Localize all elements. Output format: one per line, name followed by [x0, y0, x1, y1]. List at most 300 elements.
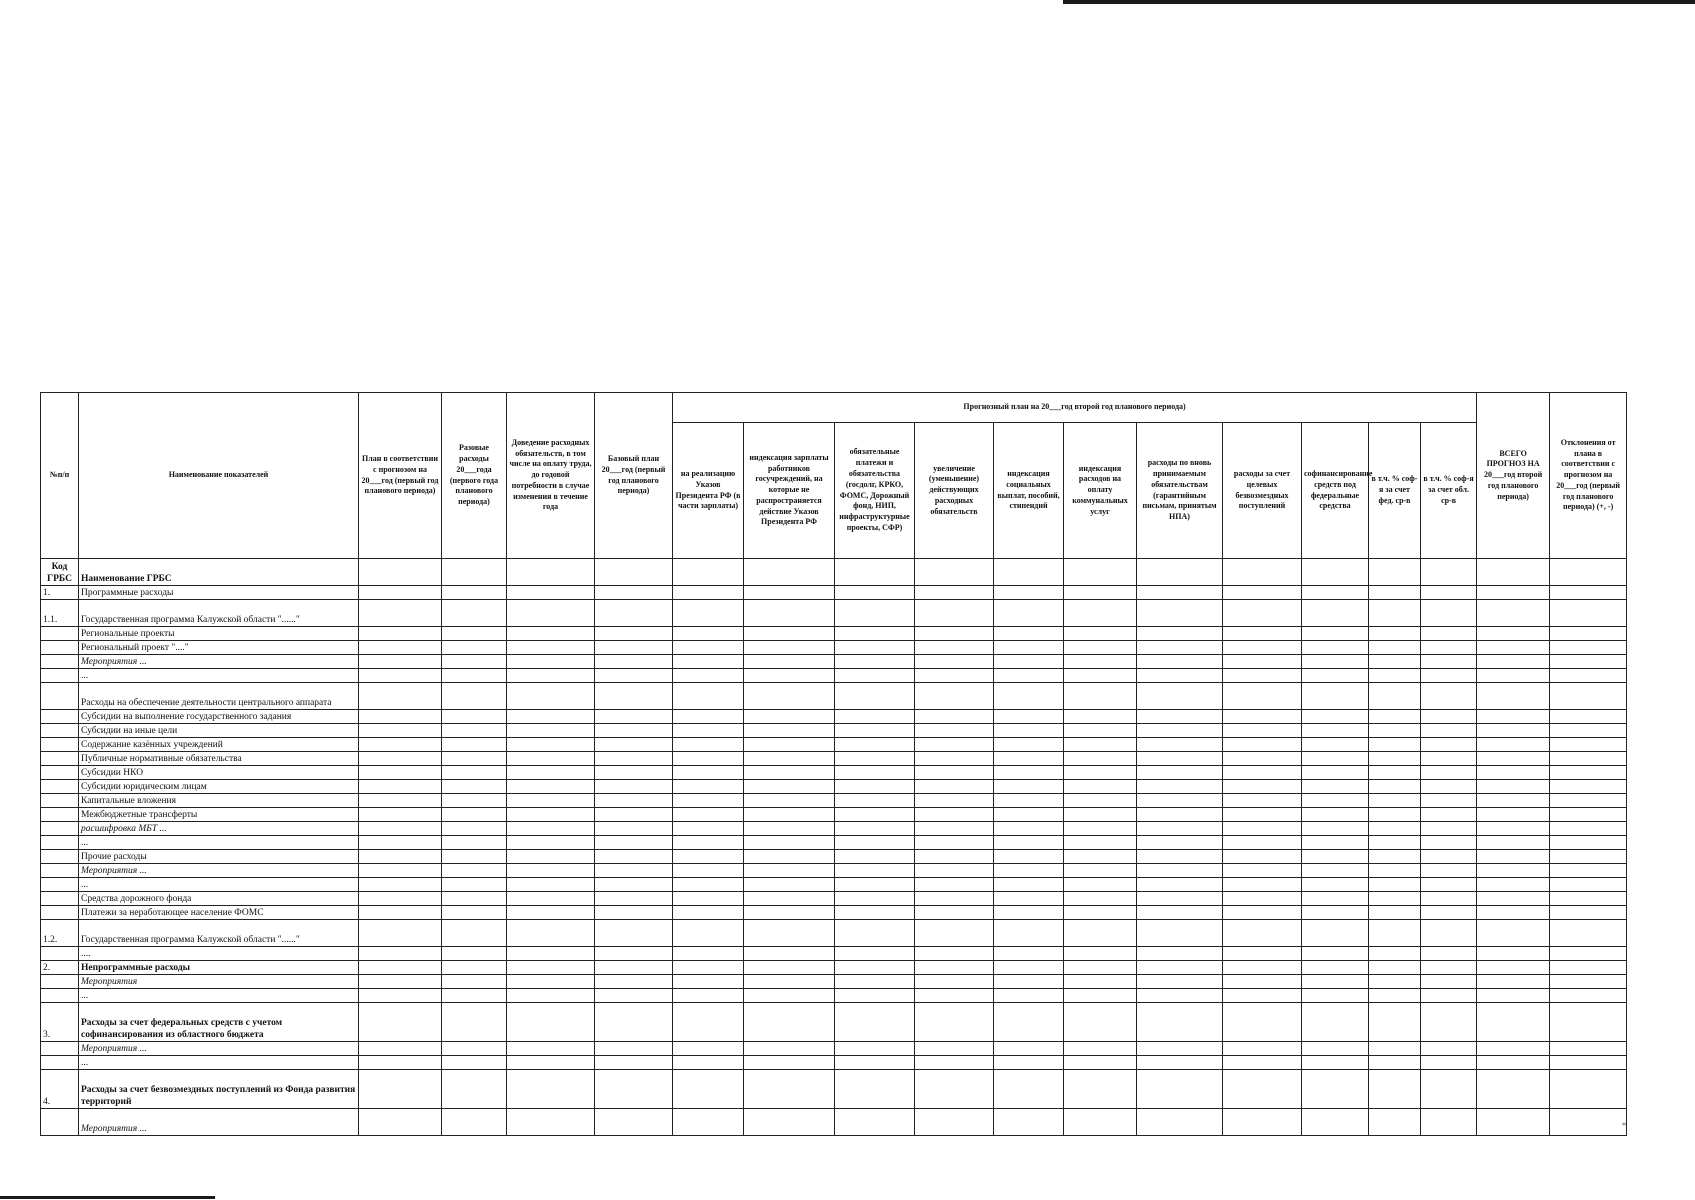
value-cell [835, 850, 915, 864]
value-cell [1137, 892, 1223, 906]
row-label: Платежи за неработающее население ФОМС [79, 906, 359, 920]
value-cell [835, 1070, 915, 1109]
value-cell [1064, 683, 1137, 710]
value-cell [1369, 989, 1421, 1003]
value-cell [994, 808, 1064, 822]
value-cell [1421, 766, 1477, 780]
value-cell [507, 975, 595, 989]
value-cell [744, 878, 835, 892]
value-cell [1477, 1070, 1550, 1109]
value-cell [994, 1056, 1064, 1070]
value-cell [1369, 1056, 1421, 1070]
value-cell [1421, 586, 1477, 600]
value-cell [994, 947, 1064, 961]
value-cell [673, 600, 744, 627]
row-label: .... [79, 947, 359, 961]
row-label: ... [79, 669, 359, 683]
table-row [41, 975, 1627, 989]
value-cell [1223, 892, 1302, 906]
grbs-code-label: Код ГРБС [41, 559, 79, 586]
table-row [41, 836, 1627, 850]
value-cell [1137, 794, 1223, 808]
value-cell [1550, 836, 1627, 850]
row-number [41, 627, 79, 641]
value-cell [673, 752, 744, 766]
value-cell [1477, 683, 1550, 710]
value-cell [507, 780, 595, 794]
value-cell [673, 1056, 744, 1070]
value-cell [673, 906, 744, 920]
value-cell [1369, 864, 1421, 878]
value-cell [595, 906, 673, 920]
value-cell [1421, 947, 1477, 961]
value-cell [1477, 989, 1550, 1003]
value-cell [1223, 627, 1302, 641]
value-cell [994, 878, 1064, 892]
value-cell [595, 989, 673, 1003]
top-rule [1063, 0, 1695, 4]
value-cell [507, 906, 595, 920]
value-cell [442, 836, 507, 850]
value-cell [1550, 808, 1627, 822]
row-number: 2. [41, 961, 79, 975]
row-label: Мероприятия ... [79, 655, 359, 669]
value-cell [1477, 947, 1550, 961]
value-cell [835, 1109, 915, 1136]
row-label: Субсидии НКО [79, 766, 359, 780]
row-number [41, 947, 79, 961]
value-cell [673, 892, 744, 906]
value-cell [1223, 1042, 1302, 1056]
value-cell [744, 975, 835, 989]
value-cell [835, 766, 915, 780]
value-cell [673, 1109, 744, 1136]
col-forecast-sub: расходы за счет целевых безвозмездных поступлений [1223, 423, 1302, 559]
value-cell [1064, 961, 1137, 975]
table-row [41, 961, 1627, 975]
value-cell [1550, 822, 1627, 836]
value-cell [1369, 822, 1421, 836]
table-row [41, 669, 1627, 683]
value-cell [1369, 669, 1421, 683]
value-cell [1550, 864, 1627, 878]
value-cell [1223, 989, 1302, 1003]
value-cell [1369, 724, 1421, 738]
value-cell [1421, 1109, 1477, 1136]
value-cell [835, 586, 915, 600]
row-number [41, 808, 79, 822]
value-cell [1477, 878, 1550, 892]
value-cell [1064, 1070, 1137, 1109]
row-label: Публичные нормативные обязательства [79, 752, 359, 766]
value-cell [915, 600, 994, 627]
value-cell [744, 627, 835, 641]
value-cell [1223, 586, 1302, 600]
value-cell [359, 780, 442, 794]
value-cell [994, 1003, 1064, 1042]
value-cell [507, 864, 595, 878]
grbs-name-label: Наименование ГРБС [79, 559, 359, 586]
value-cell [835, 892, 915, 906]
value-cell [1223, 975, 1302, 989]
value-cell [442, 669, 507, 683]
col-name: Наименование показателей [79, 393, 359, 559]
value-cell [744, 586, 835, 600]
value-cell [744, 683, 835, 710]
value-cell [744, 710, 835, 724]
value-cell [1137, 738, 1223, 752]
value-cell [359, 586, 442, 600]
table-row [41, 655, 1627, 669]
value-cell [1064, 766, 1137, 780]
value-cell [507, 600, 595, 627]
value-cell [1223, 766, 1302, 780]
value-cell [595, 878, 673, 892]
value-cell [507, 683, 595, 710]
row-number [41, 780, 79, 794]
value-cell [507, 627, 595, 641]
value-cell [1369, 794, 1421, 808]
value-cell [1369, 683, 1421, 710]
value-cell [1550, 641, 1627, 655]
value-cell [673, 586, 744, 600]
row-number [41, 669, 79, 683]
value-cell [1302, 1003, 1369, 1042]
value-cell [595, 1056, 673, 1070]
col-plan: План в соответствии с прогнозом на 20___год (первый год планового периода) [359, 393, 442, 559]
value-cell [994, 1070, 1064, 1109]
row-number [41, 878, 79, 892]
row-number [41, 1056, 79, 1070]
value-cell [673, 683, 744, 710]
value-cell [744, 641, 835, 655]
value-cell [744, 794, 835, 808]
row-label: ... [79, 878, 359, 892]
value-cell [1550, 683, 1627, 710]
value-cell [1421, 836, 1477, 850]
value-cell [1223, 906, 1302, 920]
value-cell [595, 850, 673, 864]
value-cell [1550, 669, 1627, 683]
value-cell [1064, 878, 1137, 892]
value-cell [1223, 738, 1302, 752]
value-cell [595, 586, 673, 600]
value-cell [359, 989, 442, 1003]
value-cell [1421, 975, 1477, 989]
value-cell [744, 1056, 835, 1070]
table-row [41, 766, 1627, 780]
value-cell [1550, 794, 1627, 808]
value-cell [915, 1109, 994, 1136]
value-cell [1302, 1070, 1369, 1109]
value-cell [994, 920, 1064, 947]
value-cell [1064, 822, 1137, 836]
row-label: Средства дорожного фонда [79, 892, 359, 906]
row-number [41, 710, 79, 724]
value-cell [1421, 878, 1477, 892]
row-label: Непрограммные расходы [79, 961, 359, 975]
value-cell [359, 850, 442, 864]
value-cell [744, 836, 835, 850]
row-label: Государственная программа Калужской области "......" [79, 920, 359, 947]
value-cell [507, 850, 595, 864]
value-cell [1550, 1056, 1627, 1070]
value-cell [1223, 808, 1302, 822]
value-cell [359, 752, 442, 766]
value-cell [1477, 1056, 1550, 1070]
value-cell [744, 906, 835, 920]
value-cell [1550, 1109, 1627, 1136]
value-cell [744, 724, 835, 738]
row-label: Мероприятия ... [79, 1109, 359, 1136]
value-cell [1223, 961, 1302, 975]
value-cell [507, 836, 595, 850]
value-cell [1369, 920, 1421, 947]
value-cell [442, 766, 507, 780]
value-cell [1223, 1109, 1302, 1136]
value-cell [1302, 864, 1369, 878]
value-cell [1223, 864, 1302, 878]
value-cell [673, 780, 744, 794]
col-forecast-sub: увеличение (уменьшение) действующих расходных обязательств [915, 423, 994, 559]
value-cell [994, 683, 1064, 710]
value-cell [1477, 655, 1550, 669]
value-cell [442, 822, 507, 836]
value-cell [673, 947, 744, 961]
value-cell [744, 892, 835, 906]
value-cell [1550, 586, 1627, 600]
value-cell [595, 920, 673, 947]
value-cell [1064, 724, 1137, 738]
value-cell [1302, 989, 1369, 1003]
row-number: 4. [41, 1070, 79, 1109]
value-cell [673, 975, 744, 989]
value-cell [1421, 600, 1477, 627]
value-cell [442, 738, 507, 752]
value-cell [359, 1042, 442, 1056]
value-cell [915, 1003, 994, 1042]
value-cell [1421, 669, 1477, 683]
value-cell [835, 780, 915, 794]
value-cell [1421, 780, 1477, 794]
value-cell [1064, 989, 1137, 1003]
value-cell [1302, 780, 1369, 794]
value-cell [915, 794, 994, 808]
value-cell [673, 710, 744, 724]
value-cell [507, 669, 595, 683]
value-cell [1302, 975, 1369, 989]
row-number [41, 641, 79, 655]
value-cell [1137, 1042, 1223, 1056]
row-number [41, 850, 79, 864]
value-cell [1137, 850, 1223, 864]
value-cell [1064, 794, 1137, 808]
value-cell [994, 655, 1064, 669]
value-cell [1064, 655, 1137, 669]
value-cell [1369, 1109, 1421, 1136]
value-cell [1369, 627, 1421, 641]
value-cell [1550, 1070, 1627, 1109]
value-cell [442, 1042, 507, 1056]
value-cell [744, 738, 835, 752]
value-cell [1302, 947, 1369, 961]
value-cell [1137, 836, 1223, 850]
row-label: Межбюджетные трансферты [79, 808, 359, 822]
value-cell [1421, 1042, 1477, 1056]
value-cell [915, 752, 994, 766]
value-cell [1477, 975, 1550, 989]
value-cell [1369, 947, 1421, 961]
value-cell [1137, 878, 1223, 892]
value-cell [835, 1042, 915, 1056]
value-cell [915, 920, 994, 947]
value-cell [359, 655, 442, 669]
col-num: №п/п [41, 393, 79, 559]
value-cell [994, 738, 1064, 752]
value-cell [744, 600, 835, 627]
value-cell [359, 920, 442, 947]
value-cell [835, 1003, 915, 1042]
value-cell [835, 836, 915, 850]
value-cell [835, 975, 915, 989]
value-cell [835, 683, 915, 710]
value-cell [744, 961, 835, 975]
value-cell [744, 752, 835, 766]
value-cell [442, 808, 507, 822]
value-cell [595, 683, 673, 710]
value-cell [595, 794, 673, 808]
value-cell [1223, 752, 1302, 766]
value-cell [1302, 1056, 1369, 1070]
value-cell [359, 641, 442, 655]
col-forecast-sub: на реализацию Указов Президента РФ (в части зарплаты) [673, 423, 744, 559]
table-row [41, 641, 1627, 655]
value-cell [915, 892, 994, 906]
value-cell [1137, 975, 1223, 989]
value-cell [1302, 961, 1369, 975]
value-cell [359, 892, 442, 906]
value-cell [507, 738, 595, 752]
row-label: ... [79, 1056, 359, 1070]
value-cell [915, 878, 994, 892]
value-cell [673, 808, 744, 822]
value-cell [1477, 669, 1550, 683]
value-cell [359, 1109, 442, 1136]
value-cell [1064, 1056, 1137, 1070]
table-row [41, 1056, 1627, 1070]
value-cell [1137, 766, 1223, 780]
value-cell [595, 710, 673, 724]
row-label: Мероприятия ... [79, 1042, 359, 1056]
value-cell [673, 1070, 744, 1109]
value-cell [1302, 794, 1369, 808]
row-number [41, 766, 79, 780]
value-cell [359, 710, 442, 724]
value-cell [673, 655, 744, 669]
value-cell [1064, 600, 1137, 627]
value-cell [442, 850, 507, 864]
row-number: 1. [41, 586, 79, 600]
value-cell [1064, 738, 1137, 752]
value-cell [1421, 683, 1477, 710]
value-cell [1137, 780, 1223, 794]
value-cell [835, 627, 915, 641]
row-label: Прочие расходы [79, 850, 359, 864]
value-cell [1223, 822, 1302, 836]
value-cell [1137, 920, 1223, 947]
value-cell [1302, 808, 1369, 822]
value-cell [1477, 961, 1550, 975]
value-cell [359, 808, 442, 822]
value-cell [1223, 850, 1302, 864]
value-cell [1369, 836, 1421, 850]
value-cell [1421, 892, 1477, 906]
value-cell [994, 669, 1064, 683]
bottom-rule [0, 1196, 215, 1199]
value-cell [507, 710, 595, 724]
value-cell [1477, 710, 1550, 724]
value-cell [673, 627, 744, 641]
value-cell [915, 808, 994, 822]
value-cell [359, 669, 442, 683]
value-cell [915, 864, 994, 878]
value-cell [994, 822, 1064, 836]
value-cell [1302, 752, 1369, 766]
value-cell [1302, 906, 1369, 920]
value-cell [673, 920, 744, 947]
value-cell [1064, 710, 1137, 724]
value-cell [1064, 1003, 1137, 1042]
value-cell [1550, 724, 1627, 738]
value-cell [595, 822, 673, 836]
value-cell [994, 586, 1064, 600]
value-cell [507, 1070, 595, 1109]
table-row [41, 920, 1627, 947]
table-row [41, 878, 1627, 892]
value-cell [507, 1042, 595, 1056]
value-cell [673, 850, 744, 864]
value-cell [915, 780, 994, 794]
value-cell [1421, 850, 1477, 864]
value-cell [835, 947, 915, 961]
value-cell [915, 822, 994, 836]
value-cell [1064, 850, 1137, 864]
value-cell [442, 627, 507, 641]
value-cell [994, 850, 1064, 864]
value-cell [1477, 627, 1550, 641]
value-cell [744, 780, 835, 794]
value-cell [915, 738, 994, 752]
value-cell [507, 655, 595, 669]
value-cell [835, 822, 915, 836]
value-cell [1477, 738, 1550, 752]
value-cell [1223, 724, 1302, 738]
value-cell [1477, 794, 1550, 808]
value-cell [915, 586, 994, 600]
value-cell [1477, 1042, 1550, 1056]
value-cell [673, 1003, 744, 1042]
value-cell [442, 920, 507, 947]
value-cell [673, 669, 744, 683]
value-cell [595, 864, 673, 878]
value-cell [1064, 947, 1137, 961]
value-cell [1302, 850, 1369, 864]
row-label: Государственная программа Калужской области "......" [79, 600, 359, 627]
value-cell [359, 724, 442, 738]
value-cell [595, 752, 673, 766]
value-cell [507, 1003, 595, 1042]
forecast-table [40, 392, 1627, 1136]
